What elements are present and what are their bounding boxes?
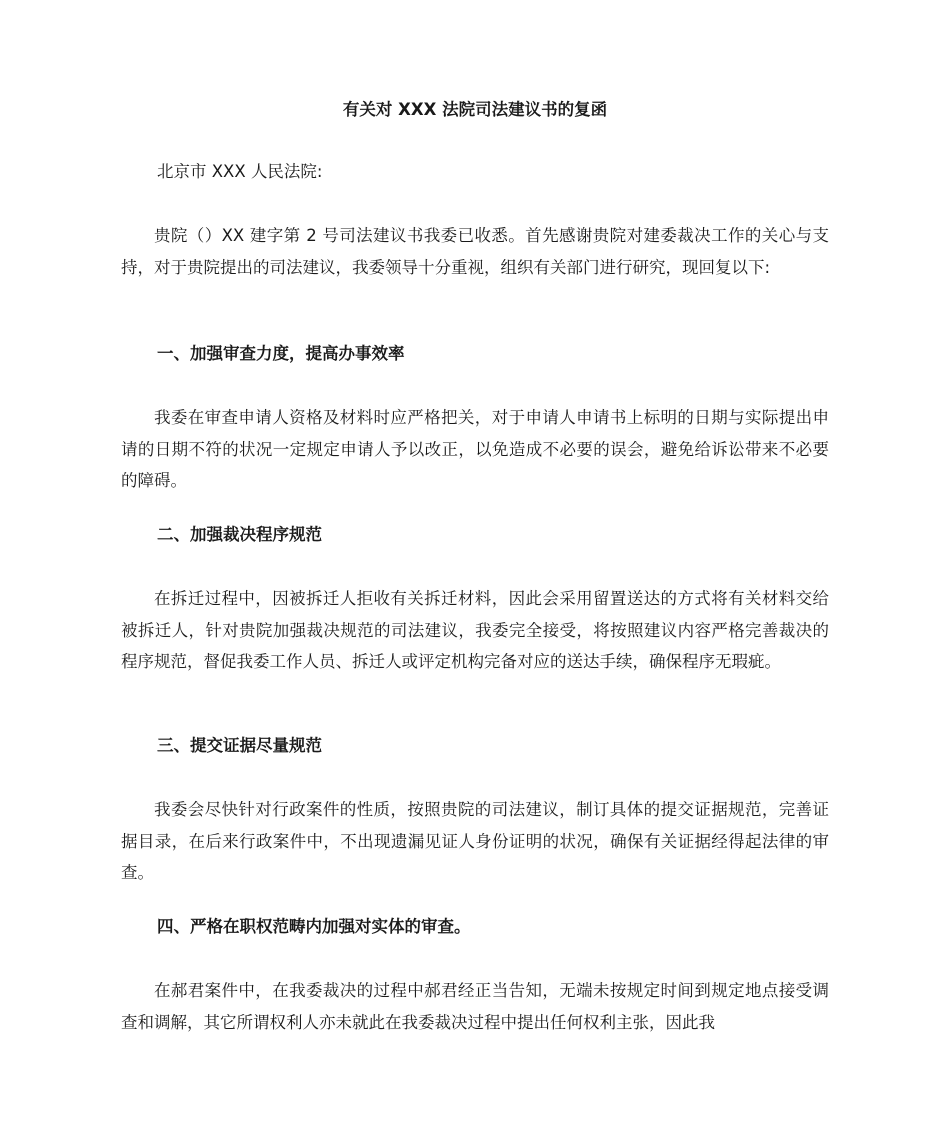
- section-heading-3: 三、提交证据尽量规范: [157, 736, 322, 755]
- section-heading-1: 一、加强审查力度，提高办事效率: [157, 344, 405, 363]
- intro-paragraph: 贵院（）XX 建字第 2 号司法建议书我委已收悉。首先感谢贵院对建委裁决工作的关心与支持，对于贵院提出的司法建议，我委领导十分重视，组织有关部门进行研究，现回复以下:: [121, 226, 829, 277]
- section-body-4: 在郝君案件中，在我委裁决的过程中郝君经正当告知，无端未按规定时间到规定地点接受调查和调解，其它所谓权利人亦未就此在我委裁决过程中提出任何权利主张，因此我: [121, 981, 829, 1032]
- section-heading-4: 四、严格在职权范畴内加强对实体的审查。: [157, 917, 471, 936]
- section-body-2: 在拆迁过程中，因被拆迁人拒收有关拆迁材料，因此会采用留置送达的方式将有关材料交给被拆迁人，针对贵院加强裁决规范的司法建议，我委完全接受，将按照建议内容严格完善裁决的程序规范，督促我委工作人员、拆迁人或评定机构完备对应的送达手续，确保程序无瑕疵。: [121, 589, 829, 671]
- document-title: 有关对 XXX 法院司法建议书的复函: [342, 100, 608, 119]
- section-heading-2: 二、加强裁决程序规范: [157, 525, 322, 544]
- section-body-1: 我委在审查申请人资格及材料时应严格把关，对于申请人申请书上标明的日期与实际提出申请的日期不符的状况一定规定申请人予以改正，以免造成不必要的误会，避免给诉讼带来不必要的障碍。: [121, 408, 829, 490]
- salutation: 北京市 XXX 人民法院:: [157, 162, 323, 181]
- section-body-3: 我委会尽快针对行政案件的性质，按照贵院的司法建议，制订具体的提交证据规范，完善证据目录，在后来行政案件中，不出现遗漏见证人身份证明的状况，确保有关证据经得起法律的审查。: [121, 800, 829, 882]
